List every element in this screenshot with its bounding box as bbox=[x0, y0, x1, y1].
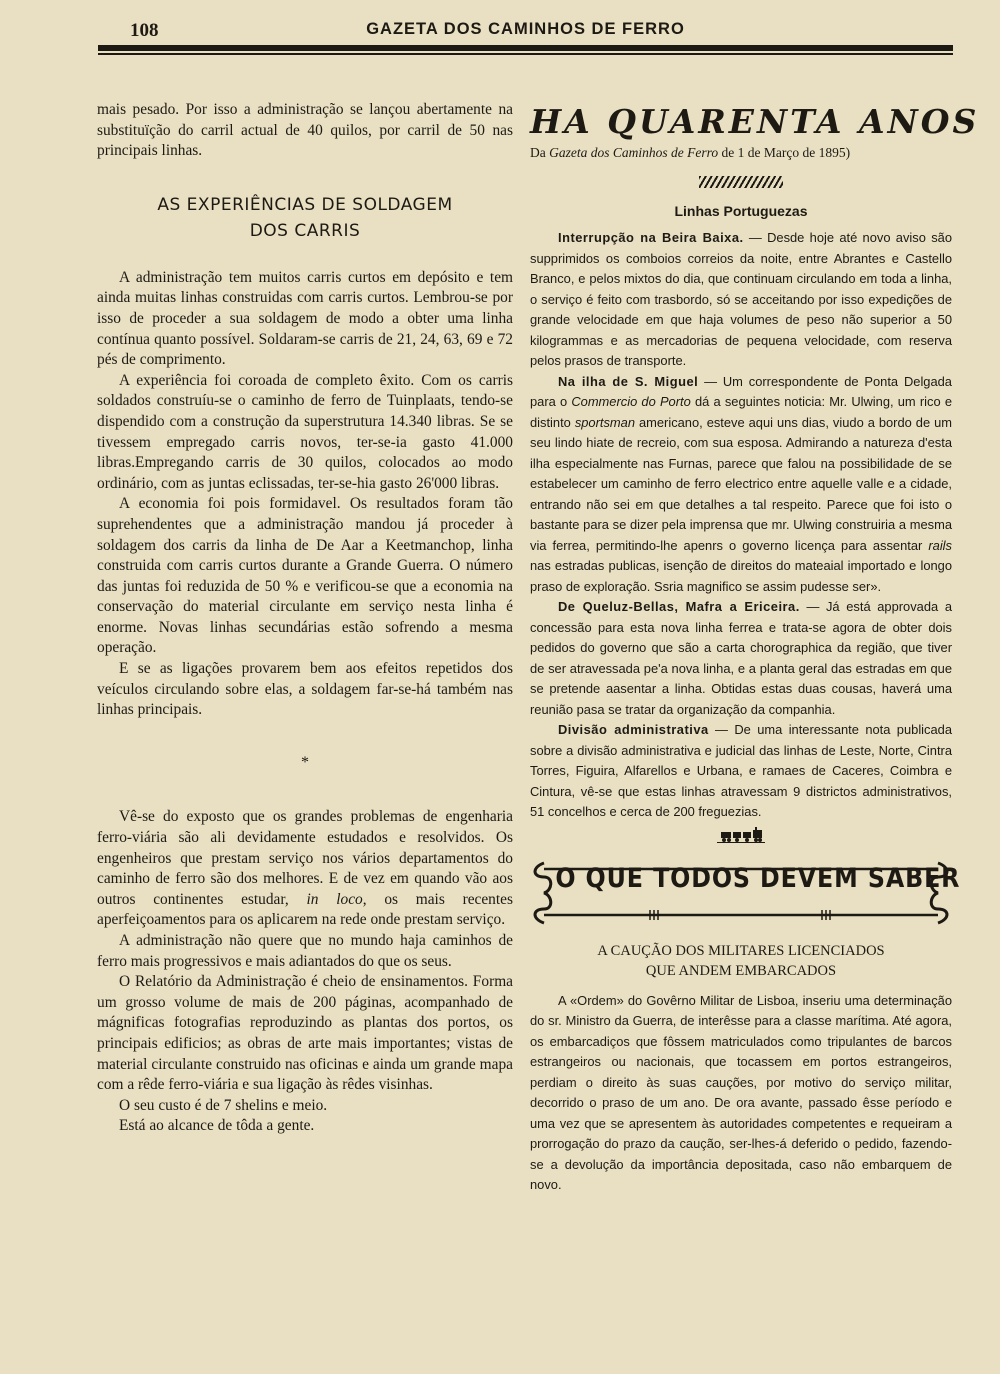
item2-italic-3: rails bbox=[928, 537, 952, 553]
hatched-ornament bbox=[699, 176, 783, 188]
paragraph-1: A administração tem muitos carris curtos em depósito e tem ainda muitas linhas construidas com carris curtos. Lembrou-se por isso de proceder a sua soldagem de modo a obter uma linha contínua quanto possível. Soldaram-se carris de 21, 24, 63, 69 e 72 pés de comprimento. bbox=[97, 268, 513, 369]
source-subheading bbox=[530, 144, 952, 162]
subheading-italic: Gazeta dos Caminhos de Ferro bbox=[549, 145, 719, 160]
subheading-text-a: Da bbox=[530, 145, 550, 160]
paragraph-4: E se as ligações provarem bem aos efeitos repetidos dos veículos circulando sobre elas, a soldagem far-se-há também nas linhas principais. bbox=[97, 660, 513, 719]
paragraph-3: A economia foi pois formidavel. Os resultados foram tão suprehendentes que a administração mandou já proceder à soldagem dos carris da linha de De Aar a Keetmanchop, linha construida com carris curtos durante a Grande Guerra. O número das juntas foi reduzida de 50 % e verificou-se que a economia na conservação do material circulante em serviço nesta linha é enorme. Novas linhas secundárias estão sofrendo a mesma operação. bbox=[97, 495, 513, 657]
item1-text: — Desde hoje até novo aviso são supprimidos os comboios correios da noite, entre Abrantes e Castello Branco, e pelos mixtos do dia, que continuam circulando em toda a linha, o serviço é feito com trasbordo, só se acceitando por isso expedições de grande velocidade em que haja volumes de peso não superior a 50 kilogrammas e as mercadorias de pequena velocidade, com reserva pelos prasos de transporte. bbox=[530, 230, 952, 368]
journal-title: GAZETA DOS CAMINHOS DE FERRO bbox=[366, 20, 685, 38]
o-que-todos-devem-saber-banner bbox=[530, 857, 961, 929]
news-item-divisao bbox=[530, 720, 952, 823]
left-column bbox=[97, 100, 513, 1137]
page-number: 108 bbox=[130, 20, 159, 41]
separator-asterisk: * bbox=[301, 753, 309, 771]
news-item-queluz bbox=[530, 597, 952, 720]
paragraph-8: O seu custo é de 7 shelins e meio. bbox=[119, 1096, 328, 1114]
item2-text-b: dá a seguintes noticia: Mr. Ulwing, um rico e distinto bbox=[530, 394, 952, 430]
paragraph-5-italic: in loco bbox=[306, 890, 363, 908]
paragraph-5-text-b: , os mais recentes aperfeiçoamentos para os aplicarem na rede onde prestam serviço. bbox=[97, 890, 513, 929]
right-column bbox=[530, 100, 980, 1196]
section-title-line2: DOS CARRIS bbox=[249, 220, 361, 241]
paragraph-7: O Relatório da Administração é cheio de ensinamentos. Forma um grosso volume de mais de 200 páginas, acompanhado de mágnificas fotografias reproduzindo as plantas dos portos, os principais edificios; as obras de arte mais importantes; vistas de material circulante construido nas oficinas e ainda um grande mapa com a rêde ferro-viária e sua ligação às rêdes visinhas. bbox=[97, 973, 513, 1094]
caucao-title-line2: QUE ANDEM EMBARCADOS bbox=[645, 962, 837, 979]
paragraph-5 bbox=[97, 807, 513, 931]
item2-text-c: americano, esteve aqui uns dias, viudo a bordo de um seu lindo hiate de recreio, com sua esposa. Admirando a natureza d'esta ilha especialmente nas Furnas, parece que falou na possibilidade de se estabelecer um caminho de ferro electrico entre aquelle valle e a cidade, entrando não sei em que detalhes a tal respeito. Parece que foi isto o bastante para se dizer pela imprensa que mr. Ulwing construiria a mesma via ferrea, permitindo-lhe apenrs o governo licença para assentar bbox=[530, 414, 952, 553]
paragraph-2: A experiência foi coroada de completo êxito. Com os carris soldados construíu-se o caminho de ferro de Tuinplaats, tendo-se dispendido com a construção da superstrutura 14.340 libras. Se se tivessem empregado carris novos, ter-se-ia gasto 41.000 libras.Empregando carris de 30 quilos, colocados ao modo ordinário, com as juntas eclissadas, ter-se-hia gasto 26'000 libras. bbox=[97, 371, 513, 492]
item3-text: — Já está approvada a concessão para esta nova linha ferrea e trata-se agora de obter dois pedidos do governo que são a carta chorographica da região, que tiver de ser atravessada pe'a nova linha, e a planta geral das estradas em que se pretende aasentar a linha. Obtidas estas duas cousas, haverá uma reunião pasa se tratar da organização da companhia. bbox=[530, 599, 952, 717]
item4-lead: Divisão administrativa bbox=[558, 722, 709, 737]
intro-paragraph: mais pesado. Por isso a administração se lançou abertamente na substituïção do carril actual de 40 quilos, por carril de 50 nas principais linhas. bbox=[97, 101, 513, 160]
caucao-title bbox=[530, 941, 952, 981]
caucao-paragraph: A «Ordem» do Govêrno Militar de Lisboa, inseriu uma determinação do sr. Ministro da Guerra, de interêsse para a classe marítima. Até agora, os embarcadiços que fôssem matriculados como tripulantes de barcos estrangeiros ou nacionais, que tocassem em portos estrangeiros, perdiam o direito às suas cauções, por motivo do serviço militar, decorrido o praso de um ano. De ora avante, passado êsse período e uma vez que se apresentem às autoridades competentes e requeiram a prorrogação do prazo da caução, ser-lhes-á deferido o pedido, fazendo-se a devolução da importância depositada, caso não embarquem de novo. bbox=[530, 992, 952, 1192]
subheading-text-b: de 1 de Março de 1895) bbox=[718, 145, 851, 160]
train-icon bbox=[717, 827, 765, 843]
section-title-line1: AS EXPERIÊNCIAS DE SOLDAGEM bbox=[157, 194, 453, 215]
item2-text-a: — Um correspondente de Ponta Delgada para o bbox=[530, 373, 952, 409]
section-title bbox=[97, 192, 513, 244]
banner-title: O QUE TODOS DEVEM SABER bbox=[555, 862, 961, 894]
paragraph-6: A administração não quere que no mundo haja caminhos de ferro mais progressivos e mais adiantados do que os seus. bbox=[97, 932, 513, 970]
header-rule-thin bbox=[98, 53, 953, 55]
paragraph-9: Está ao alcance de tôda a gente. bbox=[119, 1117, 315, 1135]
news-item-beira-baixa bbox=[530, 228, 952, 372]
paragraph-5-text-a: Vê-se do exposto que os grandes problemas de engenharia ferro-viária são ali devidamente estudados e resolvidos. Os engenheiros que prestam serviço nos vários departamentos do caminho de ferro são dos melhores. E de vez em quando vão aos outros continentes estudar, bbox=[97, 808, 513, 908]
news-item-s-miguel bbox=[530, 372, 952, 598]
ha-quarenta-anos-heading: HA QUARENTA ANOS bbox=[530, 102, 980, 141]
item2-text-d: nas estradas publicas, isenção de direitos do mateaial importado e longo praso de exploração. Ssria magnifico se assim pudesse ser». bbox=[530, 558, 952, 594]
caucao-title-line1: A CAUÇÃO DOS MILITARES LICENCIADOS bbox=[597, 942, 885, 959]
item3-lead: De Queluz-Bellas, Mafra a Ericeira. bbox=[558, 599, 800, 614]
item2-italic-1: Commercio do Porto bbox=[571, 394, 691, 409]
item2-italic-2: sportsman bbox=[574, 414, 635, 430]
header-rule bbox=[98, 45, 953, 51]
linhas-title: Linhas Portuguezas bbox=[674, 203, 808, 219]
item1-lead: Interrupção na Beira Baixa. bbox=[558, 230, 744, 245]
item2-lead: Na ilha de S. Miguel bbox=[558, 373, 699, 389]
running-head bbox=[98, 18, 953, 44]
item4-text: — De uma interessante nota publicada sobre a divisão administrativa e judicial das linhas de Leste, Norte, Cintra Torres, Figuira, Alfarellos e Urbana, e ramaes de Caceres, Coimbra e Cintura, vê-se que estas linhas atravessam 9 districtos administrativos, 51 concelhos e cerca de 200 freguezias. bbox=[530, 722, 952, 819]
